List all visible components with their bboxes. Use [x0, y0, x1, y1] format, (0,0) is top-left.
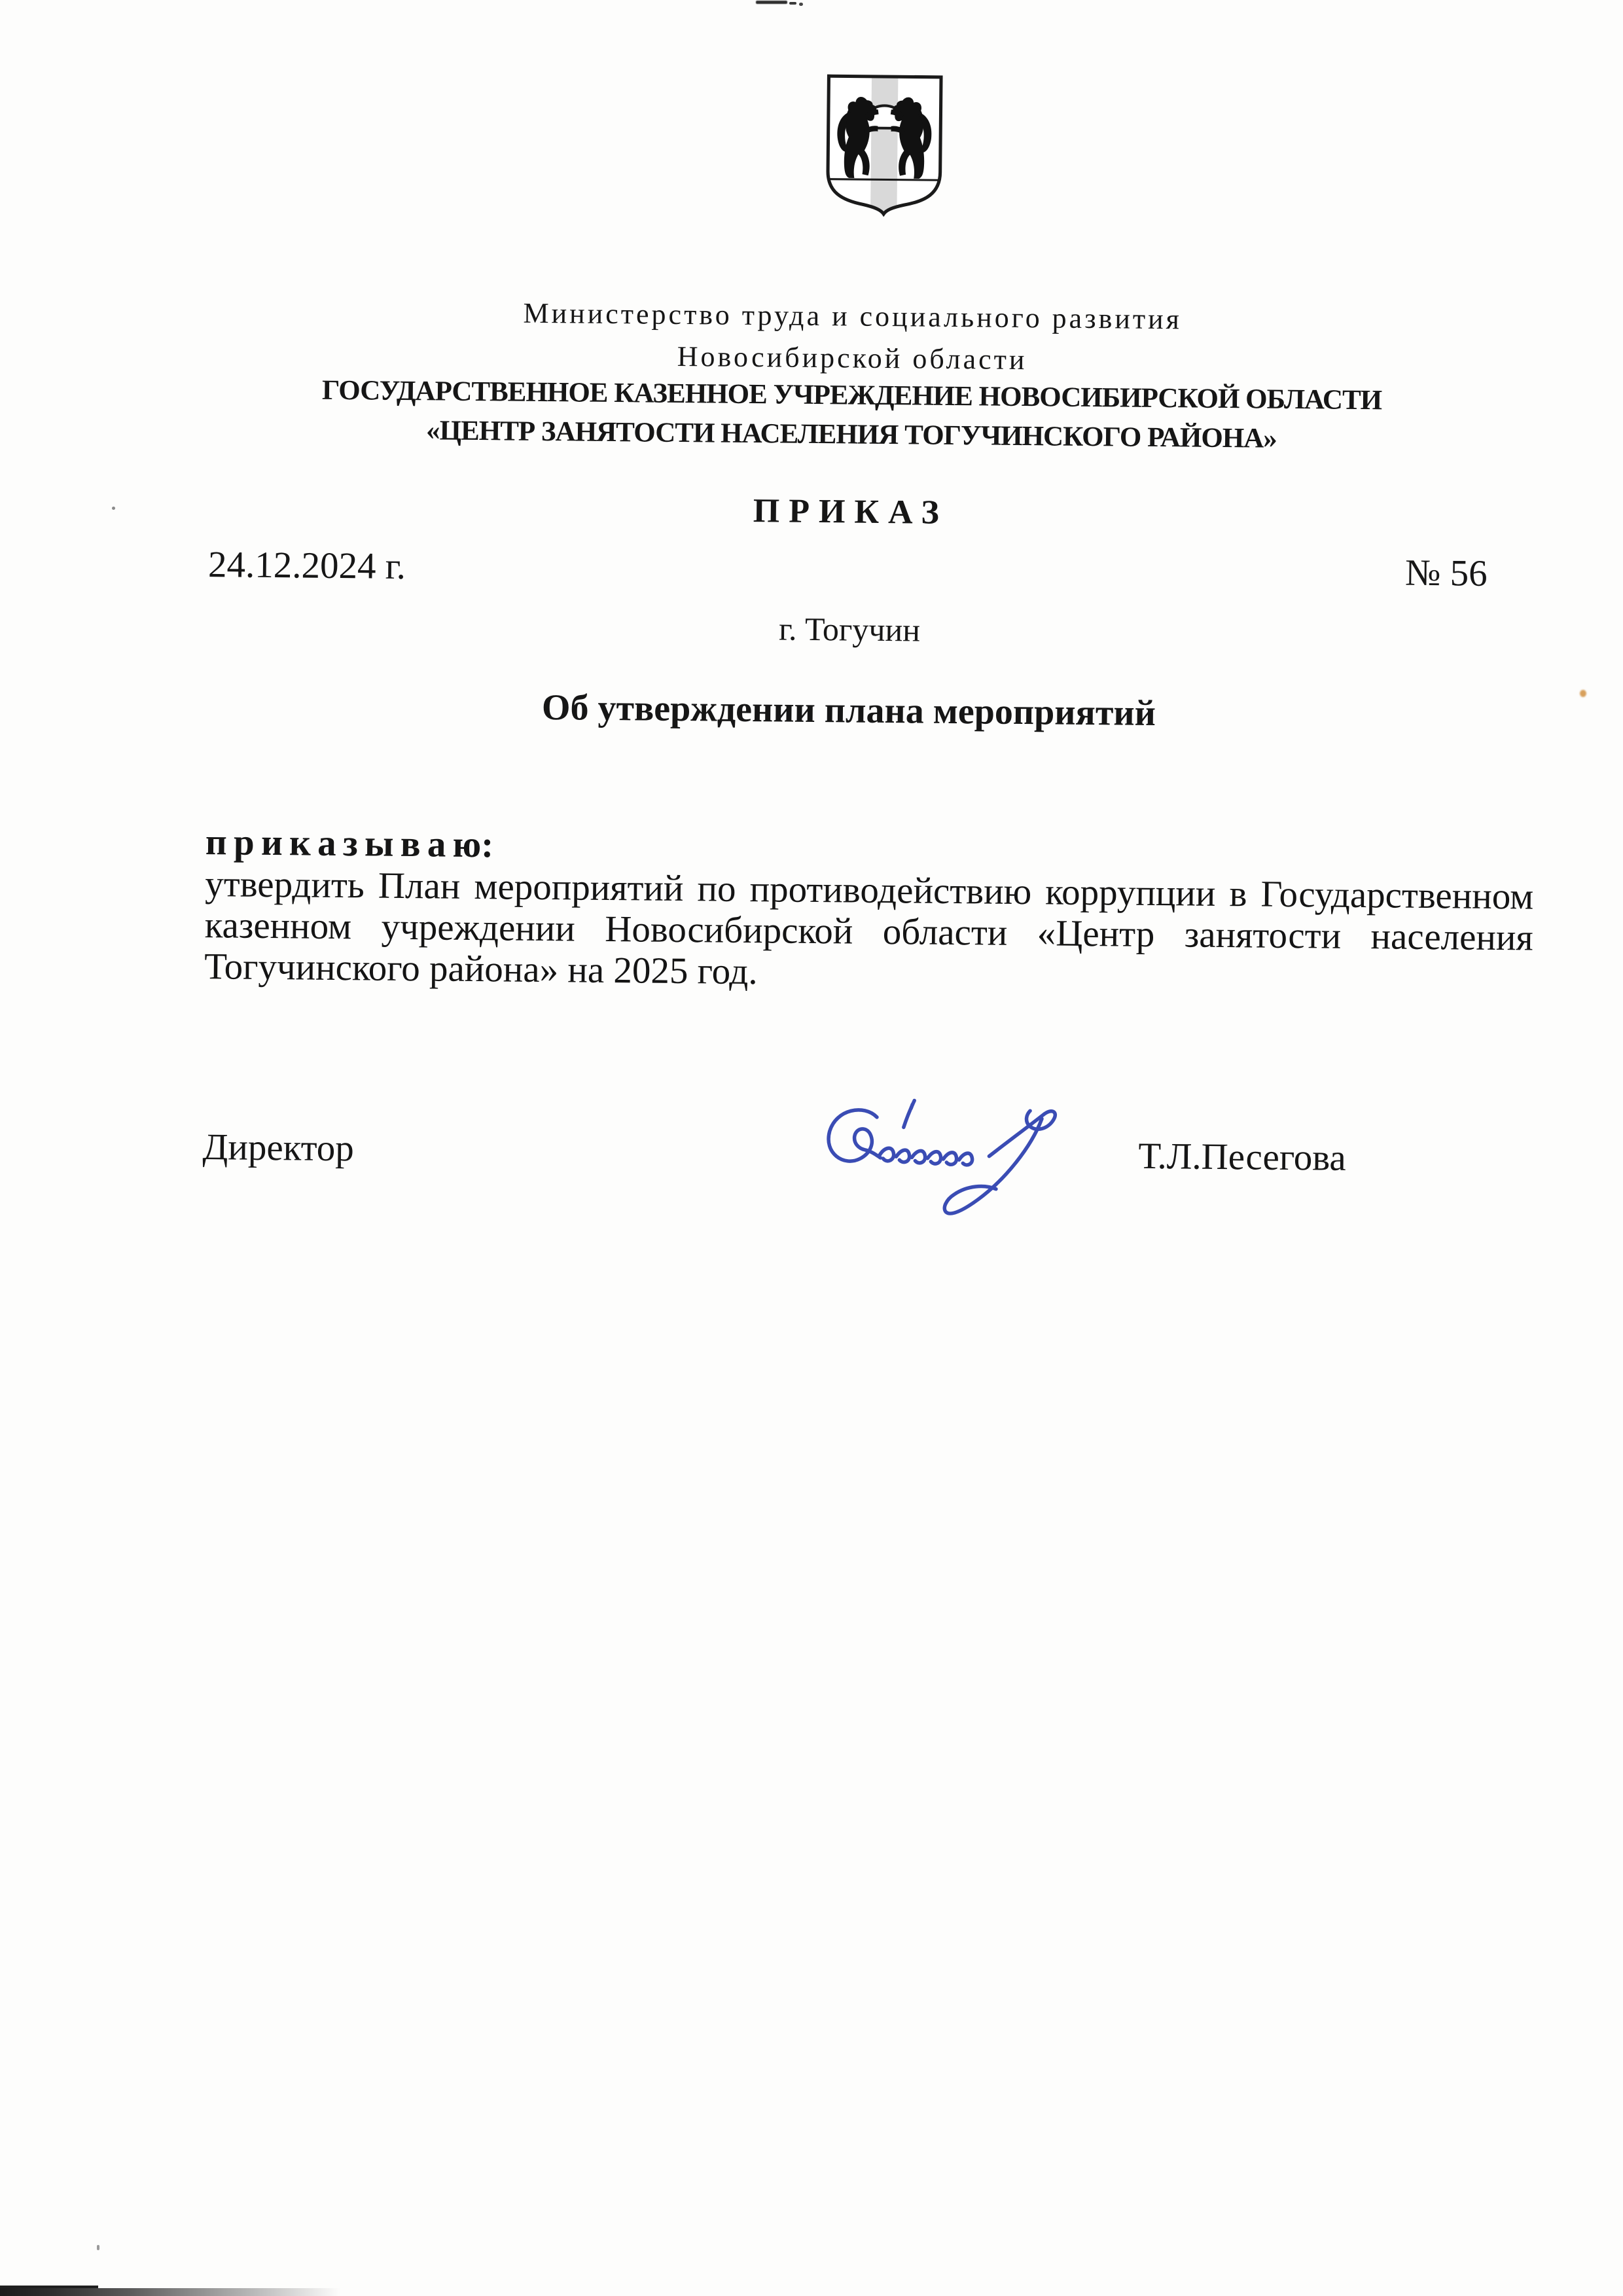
body-line-1: утвердить План мероприятий по противодействию коррупции в Государственном	[205, 863, 1534, 918]
body-line-2: казенном учреждении Новосибирской области «Центр занятости населения	[204, 905, 1533, 959]
emblem-svg	[825, 73, 944, 217]
institution-line-1: ГОСУДАРСТВЕННОЕ КАЗЕННОЕ УЧРЕЖДЕНИЕ НОВОСИБИРСКОЙ ОБЛАСТИ	[321, 374, 1382, 416]
signer-name: Т.Л.Песегова	[1138, 1135, 1347, 1179]
signer-role: Директор	[202, 1126, 355, 1170]
doc-type-heading: ПРИКАЗ	[753, 492, 949, 531]
decree-word: п р и к а з ы в а ю:	[205, 821, 494, 866]
handwritten-signature	[819, 1092, 1069, 1232]
order-place: г. Тогучин	[778, 610, 921, 649]
institution-line-2: «ЦЕНТР ЗАНЯТОСТИ НАСЕЛЕНИЯ ТОГУЧИНСКОГО РАЙОНА»	[425, 415, 1277, 454]
order-date: 24.12.2024 г.	[207, 544, 406, 587]
signature-svg	[819, 1092, 1069, 1232]
body-line-3: Тогучинского района» на 2025 год.	[204, 946, 758, 993]
scan-artifact-top-smudge	[756, 1, 787, 4]
scan-artifact-top-smudge-2	[789, 2, 796, 5]
order-body	[204, 863, 1534, 999]
ministry-line-2: Новосибирской области	[677, 340, 1027, 376]
coat-of-arms-novosibirsk-oblast-icon	[825, 73, 944, 217]
order-title: Об утверждении плана мероприятий	[541, 687, 1156, 734]
order-number: № 56	[1404, 552, 1488, 594]
ministry-line-1: Министерство труда и социального развития	[523, 296, 1183, 336]
